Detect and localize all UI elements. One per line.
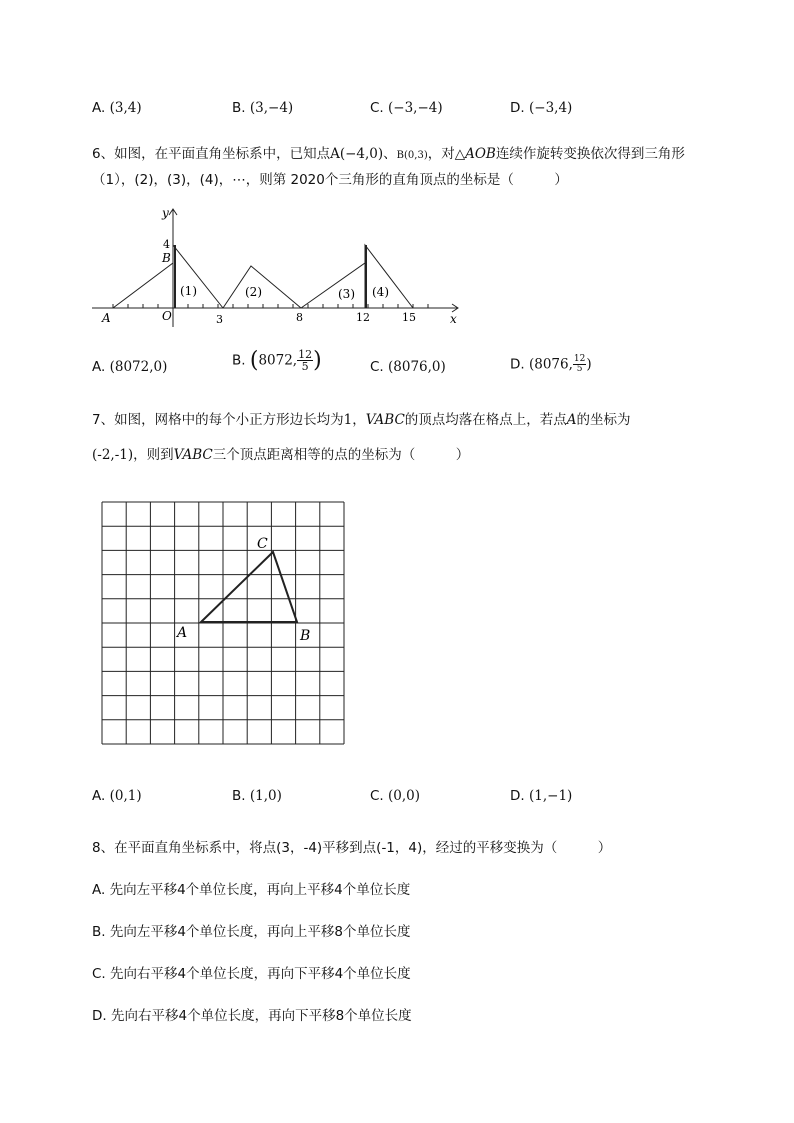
q5-option-b: B. (3,−4) — [232, 100, 294, 116]
triangle-aob — [113, 263, 173, 308]
x-axis-label: x — [450, 312, 457, 326]
q8-option-d: D. 先向右平移4个单位长度，再向下平移8个单位长度 — [92, 1008, 412, 1024]
q8-option-c: C. 先向右平移4个单位长度，再向下平移4个单位长度 — [92, 966, 411, 982]
label-triangle-4: (4) — [372, 285, 389, 299]
q6-stem-line1: 6、如图，在平面直角坐标系中，已知点A(−4,0)、B(0,3)，对△AOB连续作旋转变换依次得到三角形 — [92, 146, 685, 162]
q6-option-c: C. (8076,0) — [370, 359, 446, 375]
q5-option-c: C. (−3,−4) — [370, 100, 443, 116]
q7-option-b: B. (1,0) — [232, 788, 282, 804]
label-o: O — [162, 309, 172, 323]
label-four: 4 — [163, 238, 170, 251]
y-axis-label: y — [162, 206, 169, 220]
q6-option-a: A. (8072,0) — [92, 359, 168, 375]
q7-option-a: A. (0,1) — [92, 788, 142, 804]
q7-stem-line1: 7、如图，网格中的每个小正方形边长均为1，VABC的顶点均落在格点上，若点A的坐标为 — [92, 412, 631, 428]
triangle-2 — [223, 266, 301, 308]
label-b: B — [162, 251, 171, 265]
q5-option-d: D. (−3,4) — [510, 100, 573, 116]
triangle-3 — [301, 263, 365, 308]
q7-option-c: C. (0,0) — [370, 788, 421, 804]
q6-stem-line2: （1），(2)，(3)，(4)，⋯，则第 2020个三角形的直角顶点的坐标是（ ） — [92, 172, 568, 188]
grid-label-c: C — [257, 536, 268, 552]
label-triangle-1: (1) — [180, 284, 197, 298]
label-triangle-3: (3) — [338, 287, 355, 301]
q7-option-d: D. (1,−1) — [510, 788, 573, 804]
q6-option-d: D. (8076, $\frac{12}{5}$ ) — [510, 354, 592, 374]
q6-option-b: B. (8072, $\frac{12}{5}$ ) — [232, 348, 322, 373]
q6-figure — [90, 205, 470, 330]
triangle-1 — [173, 245, 223, 308]
label-triangle-2: (2) — [245, 285, 262, 299]
q7-stem-line2: (-2,-1)，则到VABC三个顶点距离相等的点的坐标为（ ） — [92, 447, 470, 463]
grid-label-b: B — [300, 628, 311, 644]
tick-label-15: 15 — [402, 311, 416, 324]
tick-label-12: 12 — [356, 311, 370, 324]
q7-grid-figure — [100, 500, 350, 746]
q5-option-a: A. (3,4) — [92, 100, 142, 116]
tick-label-3: 3 — [216, 313, 223, 326]
q8-option-b: B. 先向左平移4个单位长度，再向上平移8个单位长度 — [92, 924, 411, 940]
q8-option-a: A. 先向左平移4个单位长度，再向上平移4个单位长度 — [92, 882, 411, 898]
label-a: A — [102, 311, 111, 325]
x-axis-ticks — [113, 304, 428, 308]
grid-label-a: A — [177, 625, 188, 641]
triangle-abc — [201, 552, 297, 622]
q8-stem: 8、在平面直角坐标系中，将点(3，-4)平移到点(-1，4)，经过的平移变换为（ ） — [92, 840, 612, 856]
tick-label-8: 8 — [296, 311, 303, 324]
